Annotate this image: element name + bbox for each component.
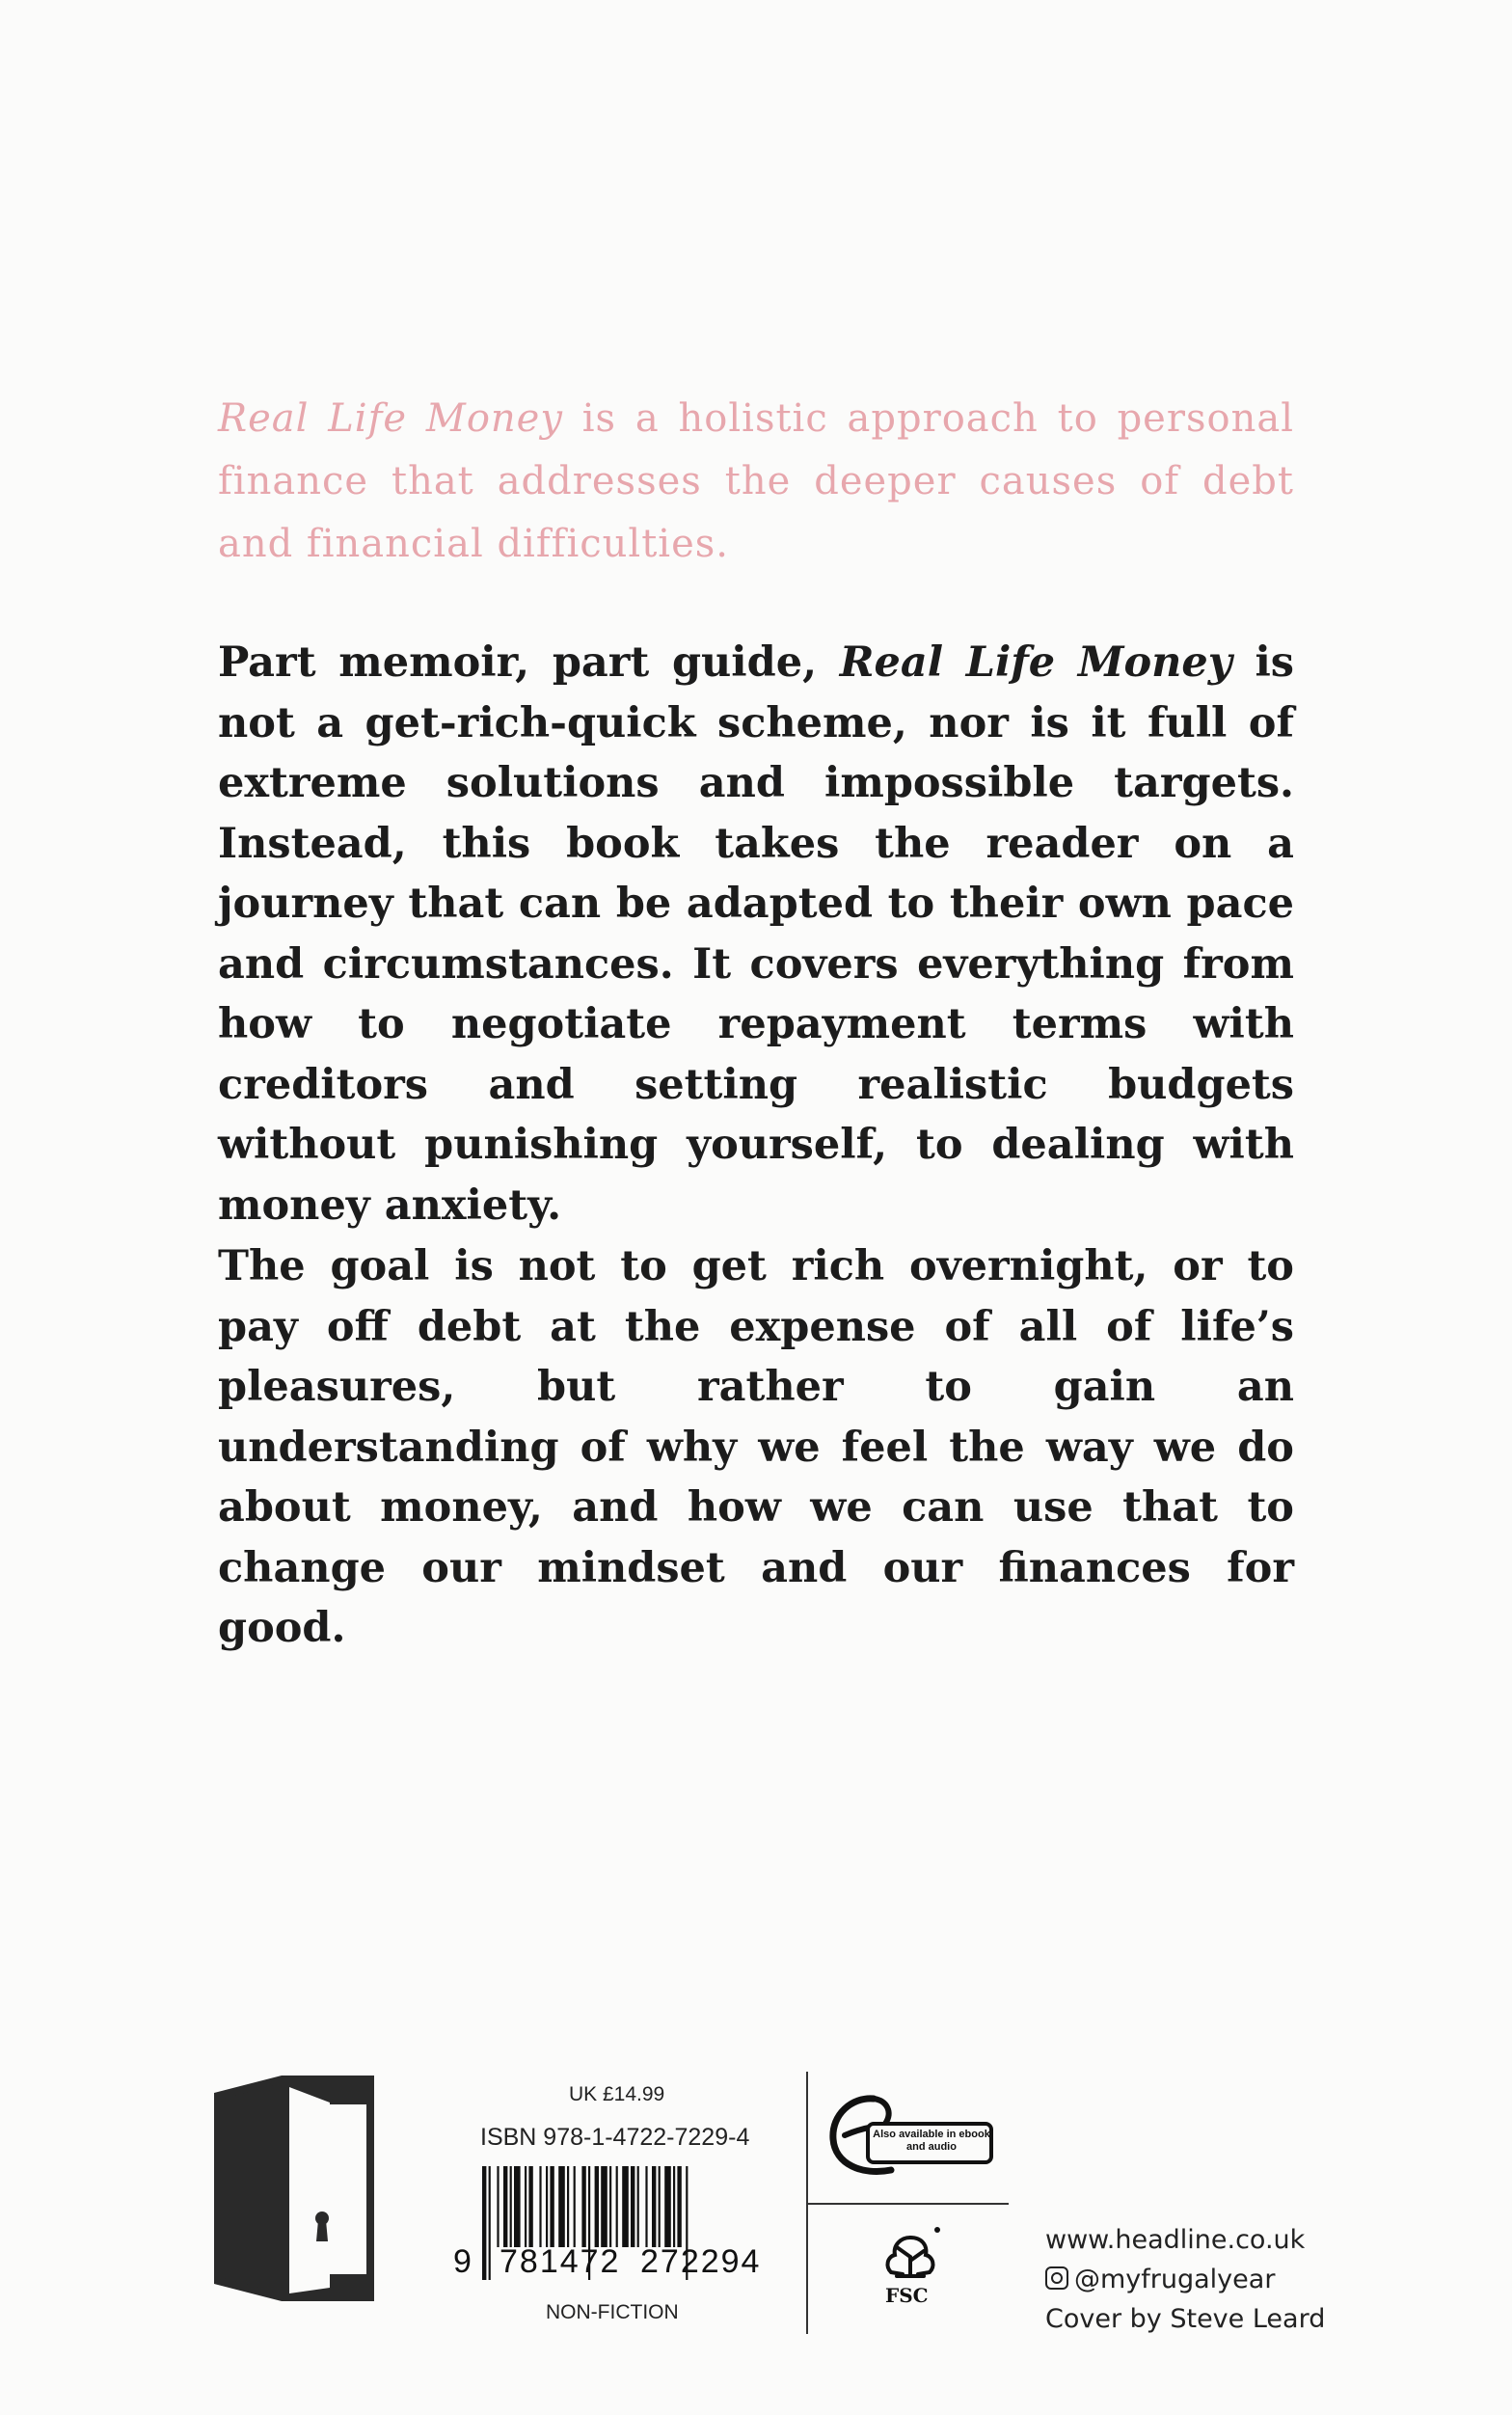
barcode-bar [503,2166,507,2247]
barcode-bar [510,2166,512,2247]
category-label: NON-FICTION [546,2301,679,2323]
barcode-bar [631,2166,634,2247]
barcode-bar [652,2166,656,2247]
barcode-bar [574,2166,576,2247]
price-label: UK £14.99 [569,2083,665,2105]
publisher-door-logo-icon [214,2076,374,2301]
barcode-bar [581,2166,585,2247]
intro-book-title: Real Life Money [218,396,563,441]
instagram-icon [1045,2266,1068,2290]
barcode-bar [558,2166,565,2247]
barcode-bar [609,2166,611,2247]
barcode-bar [528,2166,532,2247]
barcode-digits-right: 272294 [640,2243,762,2280]
barcode-bar [616,2166,618,2247]
barcode-bar [489,2166,491,2280]
credits-block [1045,2220,1325,2339]
barcode-bar [514,2166,521,2247]
instagram-handle: @myfrugalyear [1074,2265,1276,2294]
barcode-bar [673,2166,675,2247]
instagram-handle-row[interactable] [1045,2260,1325,2299]
publisher-website[interactable]: www.headline.co.uk [1045,2225,1306,2255]
ebook-badge-text: Also available in ebook and audio [873,2129,990,2153]
barcode-bar [567,2166,569,2247]
para1-body: is not a get-rich-quick scheme, nor is it full of extreme solutions and impossible targets. Instead, this book takes the reader on a journey that can be adapted to their own pace and circumstances. It covers everything from how to negotiate repayment terms with creditors and setting realistic budgets without punishing yourself, to dealing with money anxiety. [218,638,1295,1230]
para1-book-title: Real Life Money [839,638,1232,687]
barcode-bar [539,2166,541,2247]
barcode-bar [595,2166,599,2247]
intro-blurb [218,388,1294,576]
barcode-bar [525,2166,526,2247]
barcode-bar [601,2166,608,2247]
second-blurb-paragraph: The goal is not to get rich overnight, or to pay off debt at the expense of all of life’s pleasures, but rather to gain an understanding of why we feel the way we do about money, and how we can use that to change our mindset and our finances for good. [218,1242,1294,1652]
horizontal-divider [808,2203,1009,2205]
cover-credit: Cover by Steve Leard [1045,2304,1326,2334]
main-blurb-paragraph [218,633,1294,1235]
barcode-bar [645,2166,647,2247]
barcode-bar [637,2166,639,2247]
barcode-bar [497,2166,499,2247]
barcode-bar [659,2166,661,2247]
para1-lead: Part memoir, part guide, [218,638,840,687]
fsc-label: FSC [885,2284,929,2307]
barcode-bar [482,2166,486,2280]
isbn-label: ISBN 978-1-4722-7229-4 [480,2124,750,2151]
barcode-bar [550,2166,554,2247]
barcode-bar [664,2166,671,2247]
barcode-bar [622,2166,629,2247]
barcode-digit-first: 9 [453,2243,472,2280]
barcode-bar [677,2166,681,2247]
barcode-bar [546,2166,548,2247]
intro-text: is a holistic approach to personal finance that addresses the deeper causes of debt and financial difficulties. [218,396,1294,566]
barcode-digits-left: 781472 [500,2243,621,2280]
